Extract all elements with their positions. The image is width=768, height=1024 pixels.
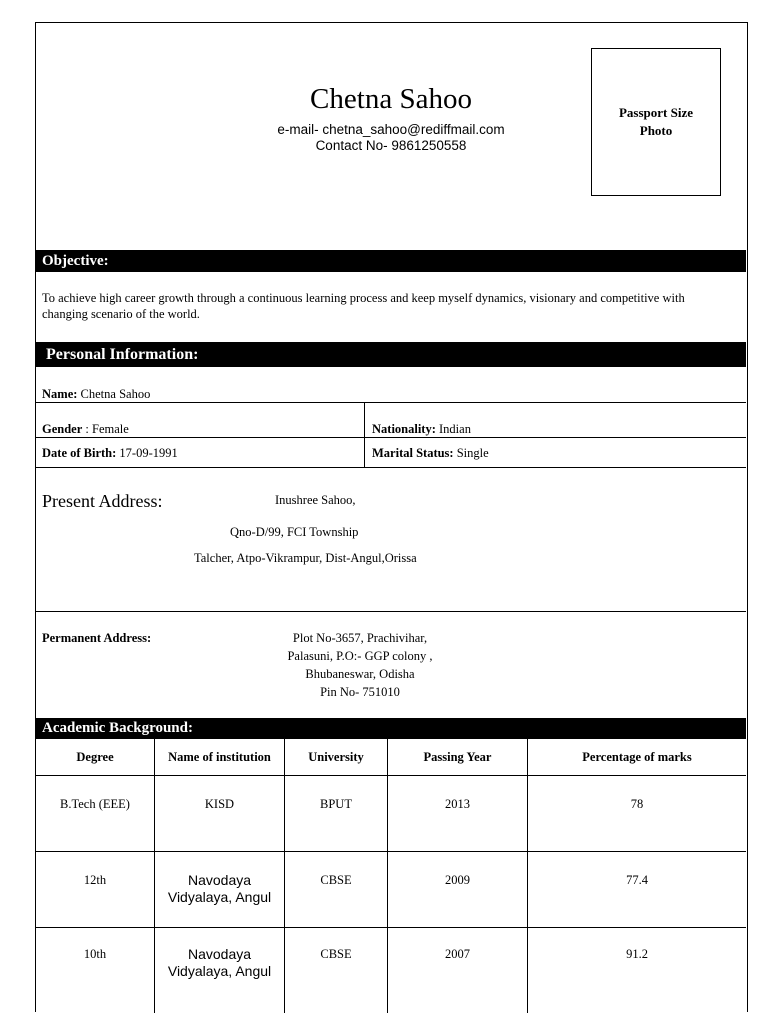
personal-info-heading: Personal Information: — [36, 342, 746, 367]
table-cell-percentage: 78 — [630, 797, 644, 811]
table-column-divider — [284, 739, 285, 1013]
gender-row — [42, 421, 129, 437]
table-cell-percentage: 91.2 — [626, 947, 648, 961]
column-header-passing-year: Passing Year — [423, 750, 492, 764]
table-cell-year: 2013 — [445, 797, 470, 811]
column-header-institution: Name of institution — [168, 750, 271, 764]
contact-line: Contact No- 9861250558 — [315, 138, 467, 153]
table-cell-university: CBSE — [320, 947, 352, 961]
table-cell-percentage: 77.4 — [626, 873, 648, 887]
marital-label: Marital Status: — [372, 446, 454, 460]
academic-table — [36, 739, 746, 1013]
name-row — [42, 386, 150, 402]
table-cell-degree: 12th — [83, 873, 107, 887]
divider — [36, 402, 746, 403]
column-header-degree: Degree — [76, 750, 114, 764]
permanent-address-line2: Palasuni, P.O:- GGP colony , — [287, 649, 433, 663]
present-address-line1: Inushree Sahoo, — [275, 493, 356, 507]
name-label: Name: — [42, 387, 78, 401]
table-cell-institution: KISD — [204, 797, 235, 811]
table-cell-year: 2009 — [445, 873, 470, 887]
table-cell-degree: B.Tech (EEE) — [60, 797, 130, 811]
permanent-address-line3: Bhubaneswar, Odisha — [305, 667, 415, 681]
table-cell-institution: Navodaya Vidyalaya, Angul — [167, 872, 272, 905]
name-value: Chetna Sahoo — [77, 387, 151, 401]
column-divider — [364, 402, 365, 467]
marital-row — [372, 445, 489, 461]
nationality-row — [372, 421, 471, 437]
photo-placeholder-line2: Photo — [639, 123, 673, 138]
gender-value: : Female — [82, 422, 129, 436]
marital-value: Single — [453, 446, 489, 460]
objective-heading: Objective: — [36, 250, 746, 272]
permanent-address-line4: Pin No- 751010 — [320, 685, 400, 699]
dob-value: 17-09-1991 — [116, 446, 178, 460]
table-row-divider — [36, 775, 746, 776]
dob-row — [42, 445, 178, 461]
objective-text: To achieve high career growth through a continuous learning process and keep myself dynamics, visionary and competitive with changing scenario of the world. — [42, 291, 685, 321]
table-cell-university: BPUT — [320, 797, 352, 811]
passport-photo-placeholder — [591, 48, 721, 196]
table-column-divider — [527, 739, 528, 1013]
present-address-line2: Qno-D/99, FCI Township — [230, 525, 359, 539]
academic-heading: Academic Background: — [36, 718, 746, 739]
column-header-percentage: Percentage of marks — [582, 750, 692, 764]
table-cell-degree: 10th — [83, 947, 107, 961]
nationality-label: Nationality: — [372, 422, 436, 436]
divider — [36, 437, 746, 438]
table-row-divider — [36, 851, 746, 852]
present-address-label: Present Address: — [42, 491, 163, 511]
table-row-divider — [36, 927, 746, 928]
email-line: e-mail- chetna_sahoo@rediffmail.com — [277, 122, 505, 137]
nationality-value: Indian — [435, 422, 471, 436]
table-column-divider — [154, 739, 155, 1013]
table-cell-university: CBSE — [320, 873, 352, 887]
divider — [36, 467, 746, 468]
present-address-line3: Talcher, Atpo-Vikrampur, Dist-Angul,Orissa — [194, 551, 417, 565]
table-cell-institution: Navodaya Vidyalaya, Angul — [167, 946, 272, 979]
table-cell-year: 2007 — [445, 947, 470, 961]
candidate-name: Chetna Sahoo — [310, 83, 472, 115]
photo-placeholder-line1: Passport Size — [618, 105, 694, 120]
column-header-university: University — [308, 750, 364, 764]
dob-label: Date of Birth: — [42, 446, 117, 460]
gender-label: Gender — [42, 422, 83, 436]
table-column-divider — [387, 739, 388, 1013]
permanent-address-label: Permanent Address: — [42, 631, 152, 645]
resume-page — [35, 22, 748, 1012]
divider — [36, 611, 746, 612]
permanent-address-line1: Plot No-3657, Prachivihar, — [292, 631, 428, 645]
